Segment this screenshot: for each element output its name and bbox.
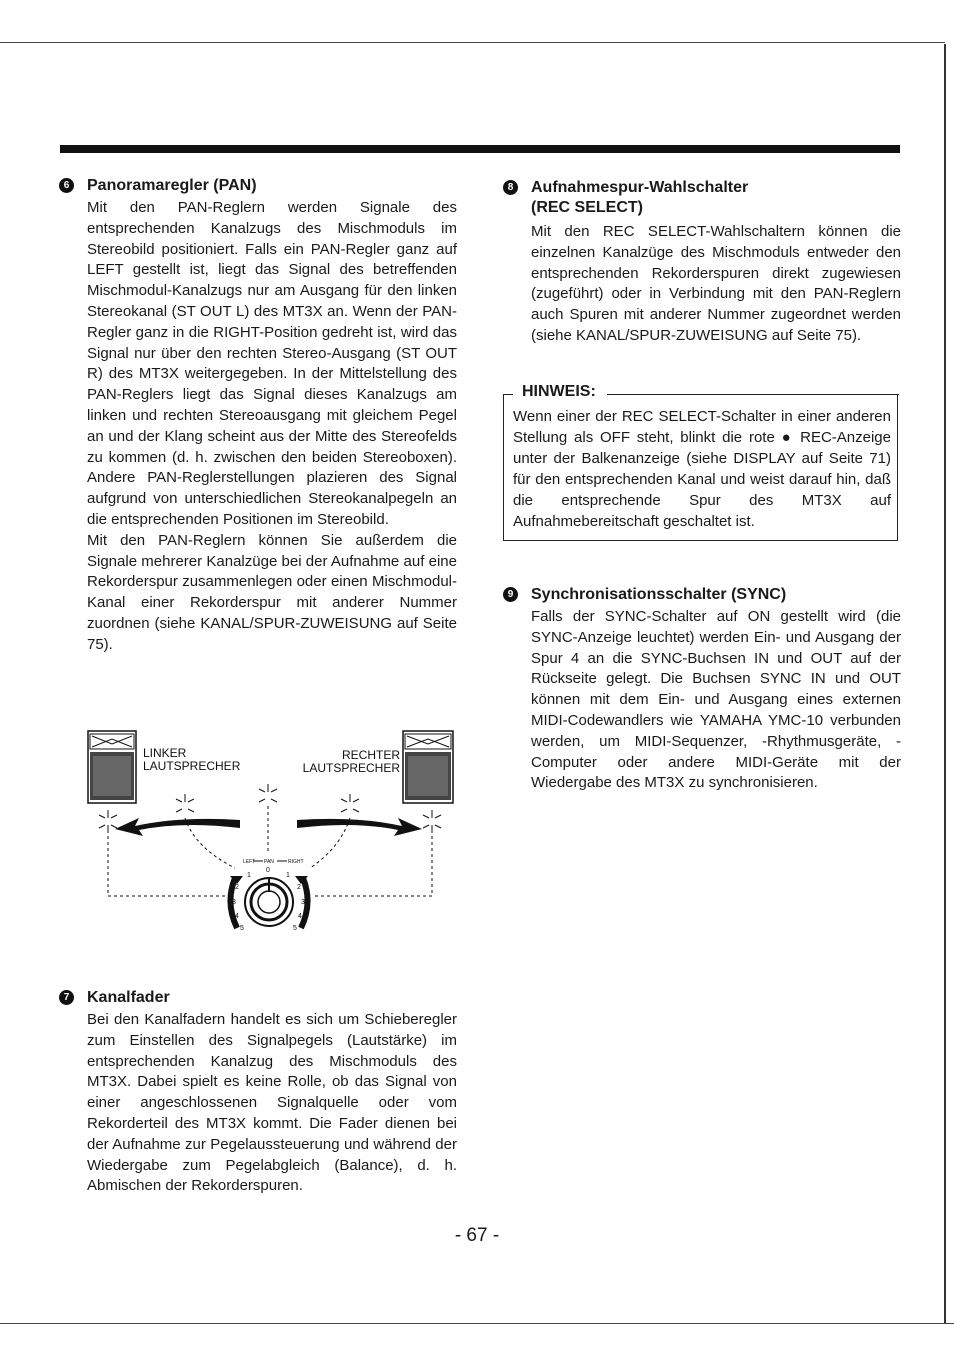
- knob-left-label: LEFT: [243, 859, 256, 865]
- knob-tick-label: 2: [235, 884, 239, 891]
- paragraph: Falls der SYNC-Schalter auf ON gestellt wird (die SYNC-Anzeige leuchtet) werden Ein- und Ausgang der Spur 4 an die SYNC-Buchsen IN und OUT auf der Rückseite gelegt. Die Buchsen SYNC IN und OUT können mit dem Ein- und Ausgang eines externen MIDI-Codewandlers wie YAMAHA YMC-10 verbunden werden, um MIDI-Sequenzer, -Rhythmusgeräte, -Computer oder andere MIDI-Geräte mit der Wiedergabe des MT3X zu synchronisieren.: [531, 608, 901, 792]
- paragraph: Mit den REC SELECT-Wahlschaltern können die einzelnen Kanalzüge des Mischmoduls entweder den entsprechenden Rekorderspuren direkt zugewiesen (zugeführt) oder in Verbindung mit den PAN-Reglern auch Spuren mit anderer Nummer zugeordnet werden (siehe KANAL/SPUR-ZUWEISUNG auf Seite 75).: [531, 223, 901, 344]
- section-rec-select: [507, 178, 901, 347]
- pan-knob-icon: [230, 859, 308, 932]
- section-pan-body: [87, 198, 457, 656]
- left-speaker-label-2: LAUTSPRECHER: [143, 759, 241, 773]
- header-bar: [60, 145, 900, 153]
- left-column: [63, 176, 457, 656]
- right-speaker-icon: [403, 731, 453, 803]
- section-title: Synchronisationsschalter (SYNC): [531, 586, 787, 603]
- section-number-badge: 9: [503, 587, 518, 602]
- knob-tick-label: 5: [240, 925, 244, 932]
- left-speaker-icon: [88, 731, 136, 803]
- section-title-line-2: (REC SELECT): [531, 199, 643, 216]
- pan-diagram: [85, 728, 457, 940]
- knob-tick-label: 4: [298, 913, 302, 920]
- knob-tick-label: 5: [293, 925, 297, 932]
- knob-tick-label: 2: [297, 884, 301, 891]
- knob-right-label: RIGHT: [288, 859, 304, 865]
- note-text: Wenn einer der REC SELECT-Schalter in einer anderen Stellung als OFF steht, blinkt die rote ● REC-Anzeige unter der Balkenanzeige (siehe DISPLAY auf Seite 71) für den entsprechenden Kanal und weist darauf hin, daß die entsprechende Spur des MT3X auf Aufnahmebereitschaft geschaltet ist.: [513, 408, 891, 530]
- knob-tick-label: 1: [286, 872, 290, 879]
- left-speaker-label-1: LINKER: [143, 746, 187, 760]
- bottom-border-line: [0, 1323, 954, 1324]
- left-arrow-icon: [115, 818, 240, 836]
- section-fader-heading: [63, 988, 457, 1008]
- paragraph: Mit den PAN-Reglern können Sie außerdem die Signale mehrerer Kanalzüge bei der Aufnahme auf eine Rekorderspur zusammenlegen oder einen Mischmodul-Kanal einer Rekorderspur mit anderer Nummer zuordnen (siehe KANAL/SPUR-ZUWEISUNG auf Seite 75).: [87, 531, 457, 653]
- section-sync-heading: [507, 585, 901, 605]
- paragraph: Bei den Kanalfadern handelt es sich um Schieberegler zum Einstellen des Signalpegels (Lautstärke) im entsprechenden Kanalzug des Mischmoduls des MT3X. Dabei spielt es keine Rolle, ob das Signal von einer angeschlossenen Signalquelle oder vom Rekorderteil des MT3X kommt. Die Fader dienen bei der Aufnahme zur Pegelaussteuerung und während der Wiedergabe zum Pegelabgleich (Balance), d. h. Abmischen der Rekorderspuren.: [87, 1011, 457, 1195]
- right-speaker-label-2: LAUTSPRECHER: [302, 761, 400, 775]
- section-fader: [63, 988, 457, 1197]
- section-title-line-1: Aufnahmespur-Wahlschalter: [531, 179, 749, 196]
- knob-tick-label: 3: [301, 899, 305, 906]
- note-title: HINWEIS:: [522, 383, 596, 400]
- page-number: - 67 -: [454, 1225, 500, 1246]
- paragraph: Mit den PAN-Reglern werden Signale des entsprechenden Kanalzugs des Mischmoduls im Stereobild positioniert. Falls ein PAN-Regler ganz auf LEFT gestellt ist, liegt das Signal des betreffenden Mischmodul-Kanalzugs nur am Ausgang für den linken Stereokanal (ST OUT L) des MT3X an. Wenn der PAN-Regler ganz in die RIGHT-Position gedreht ist, wird das Signal nur über den rechten Stereo-Ausgang (ST OUT R) des MT3X weitergegeben. In der Mittelstellung des PAN-Reglers liegt das Signal dieses Kanalzugs am linken und rechten Stereoausgang mit gleichem Pegel an und der Klang scheint aus der Mitte des Stereofelds zu kommen (d. h. zwischen den beiden Stereoboxen). Andere PAN-Reglerstellungen plazieren des Signal aufgrund von unterschiedlichen Stereokanalpegeln an die entsprechenden Positionen im Stereobild.: [87, 199, 457, 528]
- section-number-badge: 8: [503, 180, 518, 195]
- section-sync: [507, 585, 901, 794]
- knob-tick-label: 0: [266, 867, 270, 874]
- right-border-line: [944, 44, 946, 1324]
- section-number-badge: 7: [59, 990, 74, 1005]
- section-number-badge: 6: [59, 178, 74, 193]
- knob-tick-label: 4: [235, 913, 239, 920]
- knob-tick-label: 1: [247, 872, 251, 879]
- section-pan-heading: [63, 176, 457, 196]
- section-title: Panoramaregler (PAN): [87, 177, 257, 194]
- knob-tick-label: 3: [232, 899, 236, 906]
- knob-pan-label: PAN: [264, 859, 274, 865]
- right-speaker-label-1: RECHTER: [341, 748, 400, 762]
- section-rec-body: [531, 222, 901, 347]
- section-title: Kanalfader: [87, 989, 170, 1006]
- top-border-line: [0, 42, 945, 43]
- section-sync-body: [531, 607, 901, 794]
- section-fader-body: [87, 1010, 457, 1197]
- right-arrow-icon: [297, 818, 422, 836]
- section-rec-heading: [507, 178, 901, 218]
